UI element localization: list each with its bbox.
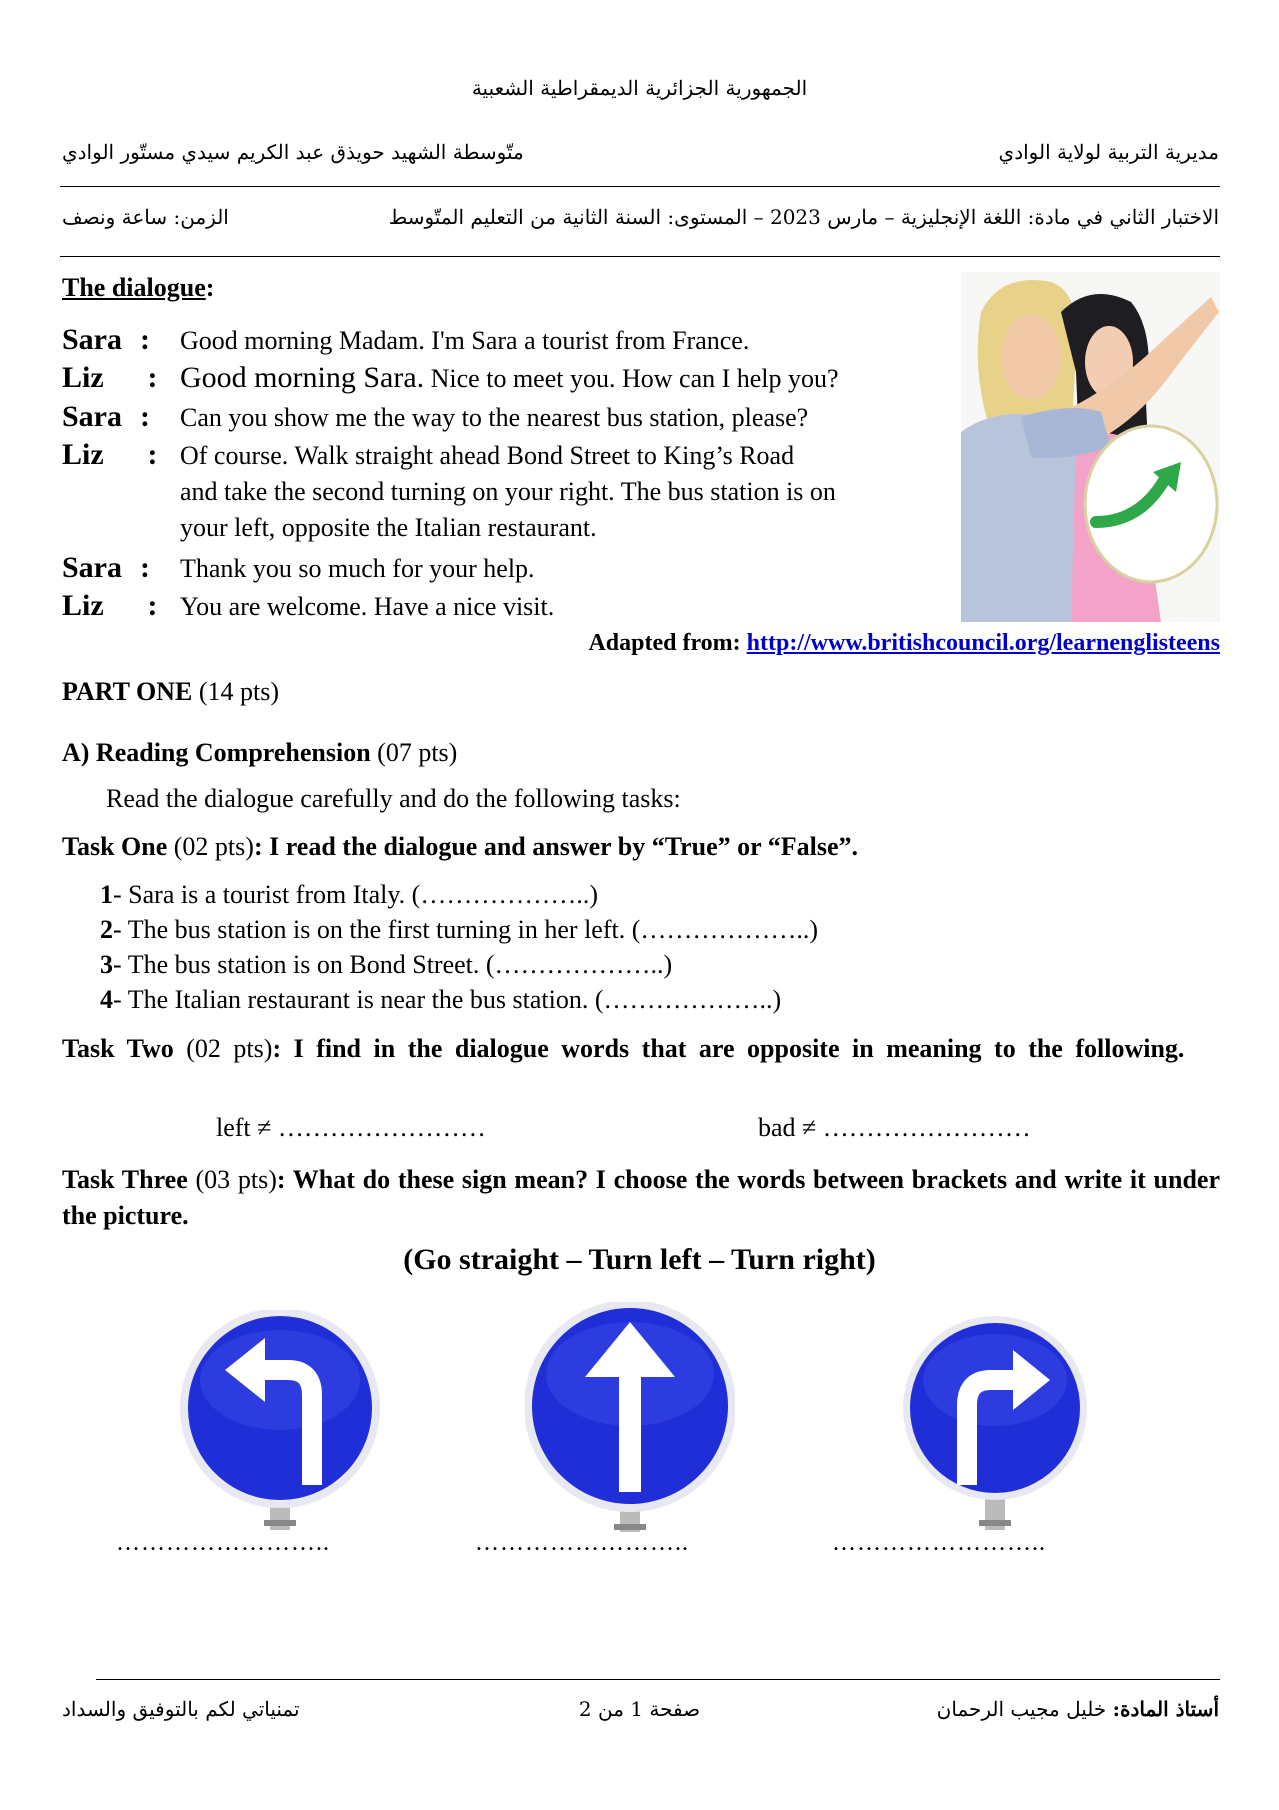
speaker-sara: Sara : bbox=[62, 400, 150, 433]
dialogue-line-5 bbox=[62, 551, 535, 587]
task-three-points: (03 pts) bbox=[187, 1165, 277, 1194]
turn-right-arrow-icon bbox=[895, 1310, 1095, 1540]
dialogue-heading-colon: : bbox=[205, 273, 215, 302]
exam-info: الاختبار الثاني في مادة: اللغة الإنجليزية – مارس 2023 – المستوى: السنة الثانية من التعليم المتّوسط bbox=[388, 205, 1219, 229]
speaker-liz: Liz : bbox=[62, 438, 158, 471]
school-name: متّوسطة الشهيد حويذق عبد الكريم سيدي مستّور الوادي bbox=[62, 140, 524, 164]
utterance-emphasis: Good morning Sara. bbox=[180, 361, 425, 394]
task-one-points: (02 pts) bbox=[167, 832, 254, 861]
task-three-title: Task Three bbox=[62, 1165, 188, 1194]
speaker-name: Sara bbox=[62, 400, 122, 433]
task-one-item-1 bbox=[100, 880, 598, 910]
speaker-sara: Sara : bbox=[62, 323, 150, 356]
utterance-line: and take the second turning on your right. The bus station is on bbox=[180, 477, 836, 506]
source-label: Adapted from: bbox=[588, 630, 747, 656]
utterance-line: your left, opposite the Italian restaurant. bbox=[180, 513, 597, 542]
reading-title: A) Reading Comprehension bbox=[62, 738, 371, 767]
item-text: - The Italian restaurant is near the bus station. (………………..) bbox=[113, 985, 782, 1014]
part-one-points: (14 pts) bbox=[192, 677, 279, 706]
speaker-liz: Liz : bbox=[62, 361, 158, 394]
directorate: مديرية التربية لولاية الوادي bbox=[998, 140, 1219, 164]
straight-arrow-icon bbox=[525, 1302, 735, 1540]
header-divider-2 bbox=[60, 256, 1220, 257]
reading-instruction: Read the dialogue carefully and do the following tasks: bbox=[106, 784, 681, 813]
antonym-left: left ≠ …………………… bbox=[216, 1113, 486, 1142]
part-one-title: PART ONE bbox=[62, 677, 193, 706]
speaker-sara: Sara : bbox=[62, 551, 150, 584]
utterance bbox=[180, 360, 839, 397]
dialogue-line-6 bbox=[62, 589, 554, 625]
turn-left-arrow-icon bbox=[180, 1310, 380, 1540]
speaker-liz: Liz : bbox=[62, 589, 158, 622]
reading-points: (07 pts) bbox=[370, 738, 458, 767]
dialogue-line-3 bbox=[62, 400, 808, 436]
dialogue-heading bbox=[62, 273, 214, 303]
utterance: Good morning Madam. I'm Sara a tourist from France. bbox=[180, 326, 750, 355]
task-one-item-2 bbox=[100, 915, 818, 945]
dialogue-line-2 bbox=[62, 360, 839, 397]
item-number: 1 bbox=[100, 880, 113, 909]
antonym-bad: bad ≠ …………………… bbox=[758, 1113, 1031, 1142]
sign-answer-blank-3[interactable]: …………………….. bbox=[832, 1530, 1046, 1556]
teacher-name: خليل مجيب الرحمان bbox=[936, 1697, 1113, 1721]
speaker-name: Sara bbox=[62, 323, 122, 356]
reading-heading bbox=[62, 738, 457, 768]
speaker-name: Liz bbox=[62, 361, 104, 394]
header-divider-1 bbox=[60, 186, 1220, 187]
utterance: Thank you so much for your help. bbox=[180, 554, 535, 583]
task-one-title: Task One bbox=[62, 832, 168, 861]
republic-title: الجمهورية الجزائرية الديمقراطية الشعبية bbox=[471, 76, 808, 100]
sign-turn-right bbox=[895, 1310, 1095, 1545]
task-one-instruction: : I read the dialogue and answer by “True” or “False”. bbox=[253, 832, 858, 861]
task-one-item-3 bbox=[100, 950, 672, 980]
utterance-line: Of course. Walk straight ahead Bond Street to King’s Road bbox=[180, 441, 795, 470]
utterance bbox=[180, 438, 836, 546]
dialogue-line-1 bbox=[62, 323, 749, 359]
sign-go-straight bbox=[525, 1302, 735, 1545]
item-text: - The bus station is on Bond Street. (………………..) bbox=[113, 950, 673, 979]
speaker-name: Sara bbox=[62, 551, 122, 584]
part-one-heading bbox=[62, 677, 279, 707]
item-number: 2 bbox=[100, 915, 113, 944]
dialogue-heading-text: The dialogue bbox=[62, 273, 206, 302]
utterance: Can you show me the way to the nearest bus station, please? bbox=[180, 403, 809, 432]
footer-wish: تمنياتي لكم بالتوفيق والسداد bbox=[62, 1697, 300, 1721]
exam-time: الزمن: ساعة ونصف bbox=[62, 205, 229, 229]
utterance: You are welcome. Have a nice visit. bbox=[180, 592, 555, 621]
dialogue-line-4 bbox=[62, 438, 836, 546]
page-number: صفحة 1 من 2 bbox=[578, 1697, 701, 1721]
item-number: 3 bbox=[100, 950, 113, 979]
speaker-name: Liz bbox=[62, 589, 104, 622]
teacher-label: أستاذ المادة: bbox=[1112, 1697, 1219, 1721]
footer-divider bbox=[96, 1679, 1220, 1680]
task-two-heading bbox=[62, 1031, 1220, 1067]
speaker-name: Liz bbox=[62, 438, 104, 471]
dialogue-illustration bbox=[961, 272, 1220, 622]
utterance-rest: Nice to meet you. How can I help you? bbox=[424, 364, 839, 393]
task-three-instruction: : What do these sign mean? I choose the words between brackets and write it under the picture. bbox=[62, 1165, 1220, 1230]
task-one-heading bbox=[62, 832, 858, 862]
source-link[interactable]: http://www.britishcouncil.org/learnenglisteens bbox=[746, 630, 1220, 656]
task-two-instruction: : I find in the dialogue words that are opposite in meaning to the following. bbox=[272, 1034, 1185, 1063]
item-text: - The bus station is on the first turning in her left. (………………..) bbox=[113, 915, 819, 944]
source-credit bbox=[588, 630, 1220, 657]
two-women-pointing-image bbox=[961, 272, 1220, 622]
sign-turn-left bbox=[180, 1310, 380, 1545]
task-three-heading bbox=[62, 1162, 1220, 1234]
task-two-points: (02 pts) bbox=[173, 1034, 273, 1063]
sign-choices: (Go straight – Turn left – Turn right) bbox=[403, 1243, 876, 1276]
item-text: - Sara is a tourist from Italy. (………………..) bbox=[113, 880, 598, 909]
item-number: 4 bbox=[100, 985, 113, 1014]
sign-answer-blank-1[interactable]: …………………….. bbox=[116, 1530, 330, 1556]
sign-answer-blank-2[interactable]: …………………….. bbox=[475, 1530, 689, 1556]
task-one-item-4 bbox=[100, 985, 781, 1015]
task-two-title: Task Two bbox=[62, 1034, 174, 1063]
